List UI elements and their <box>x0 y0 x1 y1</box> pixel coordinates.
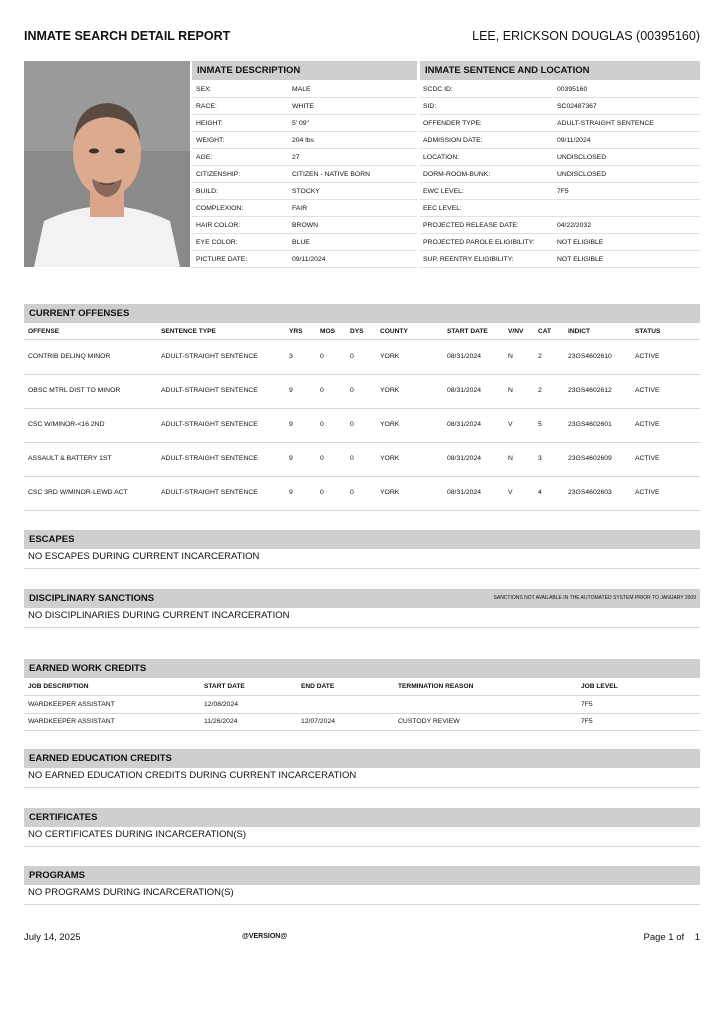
table-row: WARDKEEPER ASSISTANT 11/26/2024 12/07/2024 CUSTODY REVIEW 7F5 <box>24 713 700 731</box>
work-column-headers <box>24 678 700 696</box>
inmate-photo <box>24 61 190 267</box>
programs-text: NO PROGRAMS DURING INCARCERATION(S) <box>24 887 700 905</box>
table-row: OBSC MTRL DIST TO MINOR ADULT-STRAIGHT SENTENCE 9 0 0 YORK 08/31/2024 N 2 23GS4602612 ACTIVE <box>24 374 700 409</box>
education-credits-text: NO EARNED EDUCATION CREDITS DURING CURRENT INCARCERATION <box>24 770 700 788</box>
sentence-row: PROJECTED RELEASE DATE: 04/22/2032 <box>420 217 700 234</box>
offenses-column-headers <box>24 323 700 340</box>
description-row: PICTURE DATE: 09/11/2024 <box>192 251 417 268</box>
cat-column-header: CAT <box>538 328 552 335</box>
table-row: CSC W/MINOR-<16 2ND ADULT-STRAIGHT SENTENCE 9 0 0 YORK 08/31/2024 V 5 23GS4602601 ACTIVE <box>24 408 700 443</box>
sentence-location-header: INMATE SENTENCE AND LOCATION <box>420 61 700 80</box>
mos-column-header: MOS <box>320 328 336 335</box>
sentence-row: OFFENDER TYPE: ADULT-STRAIGHT SENTENCE <box>420 115 700 132</box>
status-column-header: STATUS <box>635 328 661 335</box>
description-row: WEIGHT: 204 lbs <box>192 132 417 149</box>
end-date-column-header: END DATE <box>301 683 335 690</box>
description-row: RACE: WHITE <box>192 98 417 115</box>
footer-date: July 14, 2025 <box>24 932 81 943</box>
work-credits-header: EARNED WORK CREDITS <box>24 659 700 678</box>
description-row: HEIGHT: 5' 09" <box>192 115 417 132</box>
yrs-column-header: YRS <box>289 328 303 335</box>
sentence-row: SID: SC02487367 <box>420 98 700 115</box>
table-row: ASSAULT & BATTERY 1ST ADULT-STRAIGHT SENTENCE 9 0 0 YORK 08/31/2024 N 3 23GS4602609 ACTIVE <box>24 442 700 477</box>
start-date-column-header: START DATE <box>447 328 488 335</box>
sentence-row: EEC LEVEL: <box>420 200 700 217</box>
county-column-header: COUNTY <box>380 328 408 335</box>
footer-version: @VERSION@ <box>242 933 288 940</box>
sentence-row: PROJECTED PAROLE ELIGIBILITY: NOT ELIGIBLE <box>420 234 700 251</box>
indict-column-header: INDICT <box>568 328 590 335</box>
disciplinary-text: NO DISCIPLINARIES DURING CURRENT INCARCERATION <box>24 610 700 628</box>
table-row: WARDKEEPER ASSISTANT 12/08/2024 7F5 <box>24 696 700 714</box>
offense-column-header: OFFENSE <box>28 328 60 335</box>
description-row: EYE COLOR: BLUE <box>192 234 417 251</box>
inmate-description-header: INMATE DESCRIPTION <box>192 61 417 80</box>
disciplinary-title: DISCIPLINARY SANCTIONS <box>29 593 155 604</box>
report-title: INMATE SEARCH DETAIL REPORT <box>24 29 231 43</box>
sentence-row: ADMISSION DATE: 09/11/2024 <box>420 132 700 149</box>
description-row: COMPLEXION: FAIR <box>192 200 417 217</box>
sentence-row: LOCATION: UNDISCLOSED <box>420 149 700 166</box>
education-credits-header: EARNED EDUCATION CREDITS <box>24 749 700 768</box>
table-row: CONTRIB DELINQ MINOR ADULT-STRAIGHT SENTENCE 3 0 0 YORK 08/31/2024 N 2 23GS4602610 ACTIVE <box>24 340 700 375</box>
table-row: CSC 3RD W/MINOR-LEWD ACT ADULT-STRAIGHT SENTENCE 9 0 0 YORK 08/31/2024 V 4 23GS4602603 ACTIVE <box>24 476 700 511</box>
start-date-column-header: START DATE <box>204 683 245 690</box>
sentence-row: SCDC ID: 00395160 <box>420 81 700 98</box>
certificates-text: NO CERTIFICATES DURING INCARCERATION(S) <box>24 829 700 847</box>
programs-header: PROGRAMS <box>24 866 700 885</box>
description-row: HAIR COLOR: BROWN <box>192 217 417 234</box>
footer-page-number: Page 1 of 1 <box>643 932 700 943</box>
description-row: SEX: MALE <box>192 81 417 98</box>
disciplinary-note: SANCTIONS NOT AVAILABLE IN THE AUTOMATED SYSTEM PRIOR TO JANUARY 2009 <box>493 595 696 601</box>
vnv-column-header: V/NV <box>508 328 524 335</box>
description-row: AGE: 27 <box>192 149 417 166</box>
termination-reason-column-header: TERMINATION REASON <box>398 683 474 690</box>
dys-column-header: DYS <box>350 328 364 335</box>
description-row: CITIZENSHIP: CITIZEN - NATIVE BORN <box>192 166 417 183</box>
escapes-header: ESCAPES <box>24 530 700 549</box>
job-description-column-header: JOB DESCRIPTION <box>28 683 89 690</box>
sentence-location-table <box>420 81 700 268</box>
sentence-row: SUP. REENTRY ELIGIBILITY: NOT ELIGIBLE <box>420 251 700 268</box>
sentence-row: DORM-ROOM-BUNK: UNDISCLOSED <box>420 166 700 183</box>
description-row: BUILD: STOCKY <box>192 183 417 200</box>
certificates-header: CERTIFICATES <box>24 808 700 827</box>
job-level-column-header: JOB LEVEL <box>581 683 618 690</box>
escapes-text: NO ESCAPES DURING CURRENT INCARCERATION <box>24 551 700 569</box>
sentence-row: EWC LEVEL: 7F5 <box>420 183 700 200</box>
inmate-name-id: LEE, ERICKSON DOUGLAS (00395160) <box>472 29 700 43</box>
inmate-description-table <box>192 81 417 268</box>
sentence-type-column-header: SENTENCE TYPE <box>161 328 216 335</box>
current-offenses-header: CURRENT OFFENSES <box>24 304 700 323</box>
